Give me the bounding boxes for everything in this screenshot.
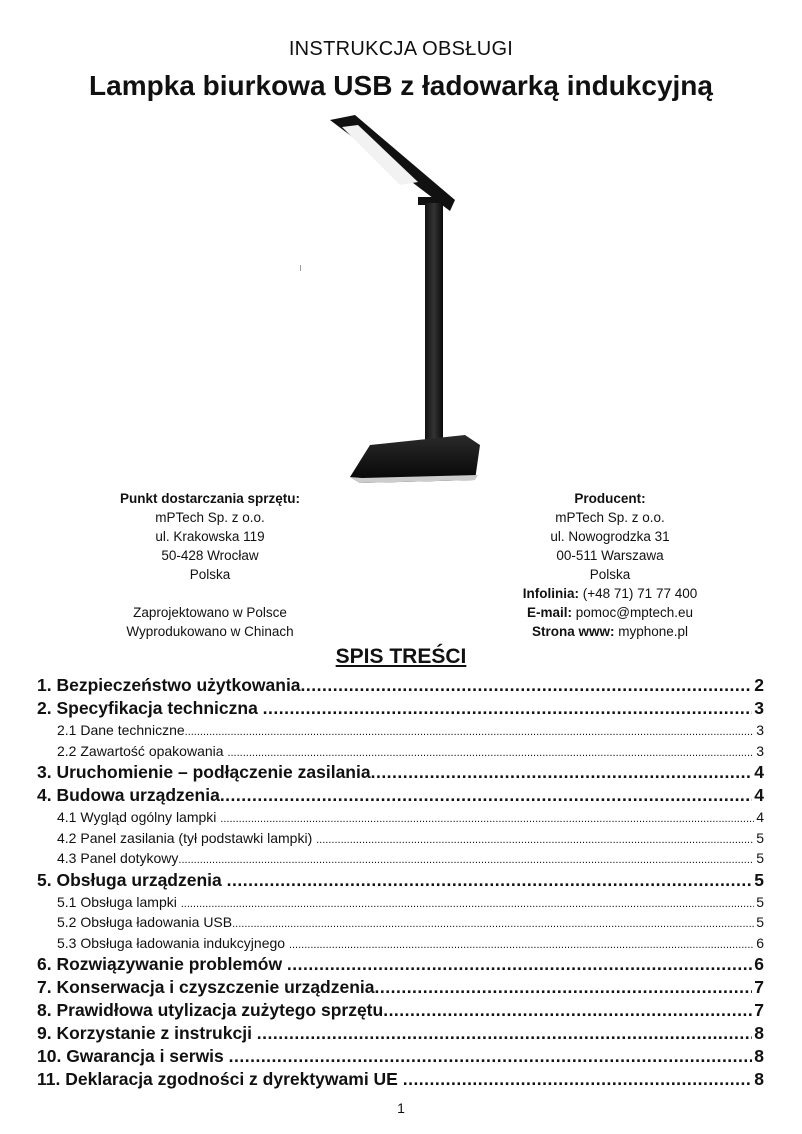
toc-entry-label: 4.2 Panel zasilania (tył podstawki lampki) [57,829,317,846]
email-link[interactable]: pomoc@mptech.eu [575,605,694,620]
toc-entry-label: 11. Deklaracja zgodności z dyrektywami UE [37,1069,403,1089]
toc-entry[interactable] [37,1068,764,1091]
table-of-contents [37,674,764,1091]
toc-dot-leader [371,761,753,784]
toc-entry-label: 10. Gwarancja i serwis [37,1046,229,1066]
delivery-line: Polska [189,567,231,582]
toc-entry-label: 2.1 Dane techniczne [57,722,185,738]
delivery-heading: Punkt dostarczania sprzętu: [119,491,301,506]
toc-entry-page: 3 [756,722,764,738]
toc-entry[interactable] [37,697,764,720]
toc-entry-label: 3. Uruchomienie – podłączenie zasilania [37,762,371,782]
toc-dot-leader [229,1045,753,1068]
toc-entry-page: 5 [756,850,764,866]
producer-line: mPTech Sp. z o.o. [555,510,665,525]
toc-entry-page: 8 [754,1046,764,1066]
toc-dot-leader [185,722,755,741]
toc-dot-leader [257,1022,752,1045]
toc-entry[interactable] [37,784,764,807]
toc-entry-page: 8 [754,1069,764,1089]
toc-dot-leader [403,1068,753,1091]
toc-entry[interactable] [37,933,764,954]
toc-entry-page: 4 [756,809,764,825]
page-number: 1 [397,1100,405,1116]
toc-entry[interactable] [37,674,764,697]
producer-line: Polska [589,567,631,582]
toc-entry-page: 2 [754,675,764,695]
delivery-point-block [60,489,360,641]
toc-entry[interactable] [37,828,764,849]
desk-lamp-image [300,105,500,500]
delivery-line: 50-428 Wrocław [161,548,259,563]
toc-entry[interactable] [37,953,764,976]
toc-dot-leader [220,784,752,807]
toc-entry-label: 2. Specyfikacja techniczna [37,698,263,718]
toc-title: SPIS TREŚCI [335,645,467,668]
toc-dot-leader [289,935,754,954]
document-subtitle: INSTRUKCJA OBSŁUGI [288,38,514,60]
delivery-line: ul. Krakowska 119 [155,529,265,544]
toc-dot-leader [263,697,753,720]
toc-entry-page: 6 [754,954,764,974]
www-label: Strona www: [531,624,615,639]
toc-entry-page: 5 [756,914,764,930]
toc-entry-page: 6 [756,934,764,951]
www-link[interactable]: myphone.pl [618,624,689,639]
made-in: Wyprodukowano w Chinach [126,624,294,639]
toc-dot-leader [383,999,752,1022]
toc-entry[interactable] [37,807,764,828]
toc-entry[interactable] [37,741,764,762]
producer-heading: Producent: [574,491,646,506]
toc-entry[interactable] [37,999,764,1022]
toc-entry-label: 4.1 Wygląd ogólny lampki [57,809,221,825]
toc-entry[interactable] [37,976,764,999]
toc-entry-label: 9. Korzystanie z instrukcji [37,1023,257,1043]
hotline-number: (+48 71) 71 77 400 [582,586,698,601]
toc-dot-leader [316,830,754,849]
toc-entry-label: 6. Rozwiązywanie problemów [37,954,287,974]
toc-entry-page: 3 [756,742,764,759]
toc-dot-leader [181,894,754,913]
toc-entry[interactable] [37,892,764,913]
toc-entry-label: 4. Budowa urządzenia [37,785,220,805]
delivery-line: mPTech Sp. z o.o. [155,510,265,525]
toc-entry-label: 7. Konserwacja i czyszczenie urządzenia [37,977,375,997]
toc-entry-label: 2.2 Zawartość opakowania [57,742,228,759]
toc-entry[interactable] [37,720,764,741]
toc-entry-label: 5.1 Obsługa lampki [57,893,181,910]
toc-entry-page: 4 [754,762,764,782]
toc-entry-page: 5 [754,869,764,890]
producer-line: ul. Nowogrodzka 31 [550,529,670,544]
toc-entry[interactable] [37,761,764,784]
toc-entry-label: 5.3 Obsługa ładowania indukcyjnego [57,934,289,951]
toc-entry-label: 1. Bezpieczeństwo użytkowania [37,675,301,695]
toc-entry-page: 4 [754,785,764,805]
toc-dot-leader [301,674,753,697]
toc-dot-leader [227,869,753,892]
toc-entry-page: 7 [754,1000,764,1020]
toc-dot-leader [375,976,753,999]
toc-dot-leader [227,743,754,762]
toc-entry[interactable] [37,912,764,933]
toc-entry-label: 4.3 Panel dotykowy [57,850,179,866]
toc-entry[interactable] [37,1022,764,1045]
toc-entry-label: 5. Obsługa urządzenia [37,869,227,890]
document-title: Lampka biurkowa USB z ładowarką indukcyjną [89,70,713,101]
toc-dot-leader [287,953,752,976]
toc-entry-page: 8 [754,1023,764,1043]
toc-entry-page: 3 [754,698,764,718]
toc-entry[interactable] [37,848,764,869]
designed-in: Zaprojektowano w Polsce [133,605,287,620]
toc-entry-page: 7 [754,977,764,997]
toc-entry-label: 5.2 Obsługa ładowania USB [57,914,233,930]
toc-entry[interactable] [37,1045,764,1068]
hotline-label: Infolinia: [522,586,579,601]
toc-dot-leader [232,914,754,933]
toc-entry-label: 8. Prawidłowa utylizacja zużytego sprzętu [37,1000,384,1020]
producer-block [460,489,760,641]
toc-dot-leader [220,809,754,828]
producer-line: 00-511 Warszawa [556,548,664,563]
toc-entry-page: 5 [756,829,764,846]
toc-entry[interactable] [37,869,764,892]
email-label: E-mail: [526,605,572,620]
toc-entry-page: 5 [756,893,764,910]
toc-dot-leader [178,850,754,869]
